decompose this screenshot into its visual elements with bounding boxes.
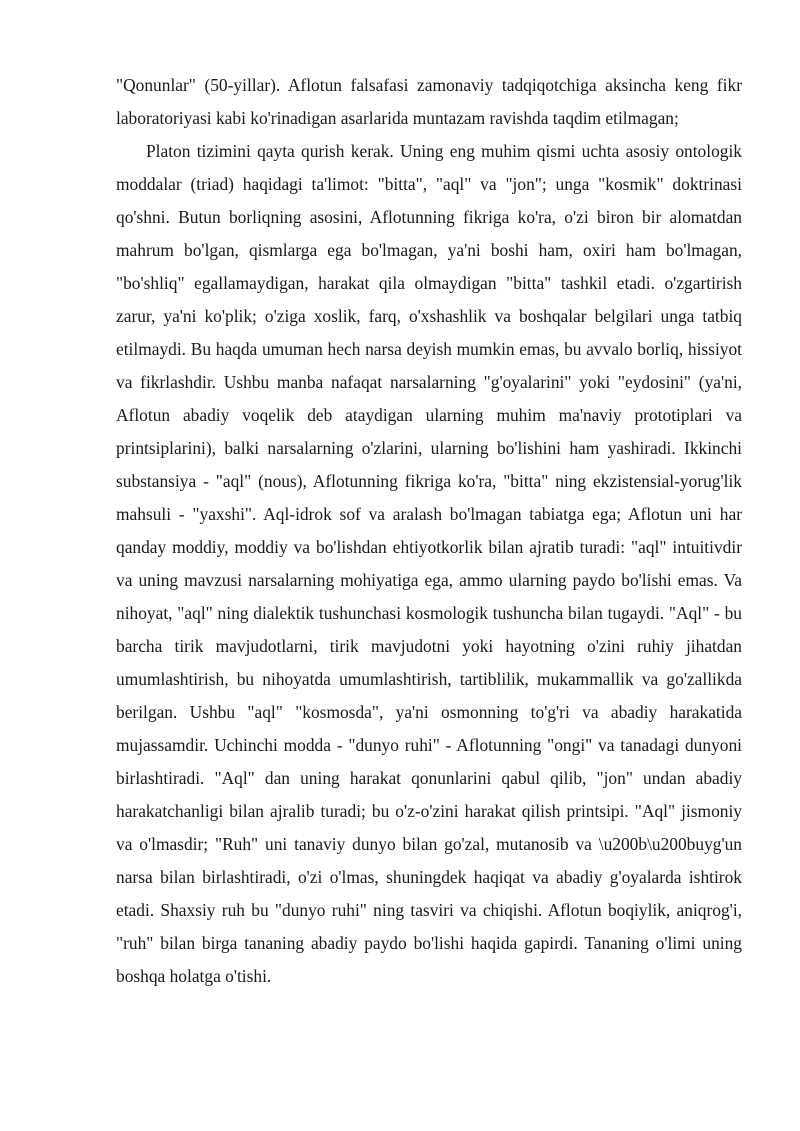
body-text — [116, 69, 742, 993]
paragraph-1: "Qonunlar" (50-yillar). Aflotun falsafasi zamonaviy tadqiqotchiga aksincha keng fikr laboratoriyasi kabi ko'rinadigan asarlarida muntazam ravishda taqdim etilmagan; — [116, 75, 742, 128]
paragraph-2: Platon tizimini qayta qurish kerak. Uning eng muhim qismi uchta asosiy ontologik moddalar (triad) haqidagi ta'limot: "bitta", "aql" va "jon"; unga "kosmik" doktrinasi qo'shni. Butun borliqning asosini, Aflotunning fikriga ko'ra, o'zi biron bir alomatdan mahrum bo'lgan, qismlarga ega bo'lmagan, ya'ni boshi ham, oxiri ham bo'lmagan, "bo'shliq" egallamaydigan, harakat qila olmaydigan "bitta" tashkil etadi. o'zgartirish zarur, ya'ni ko'plik; o'ziga xoslik, farq, o'xshashlik va boshqalar belgilari unga tatbiq etilmaydi. Bu haqda umuman hech narsa deyish mumkin emas, bu avvalo borliq, hissiyot va fikrlashdir. Ushbu manba nafaqat narsalarning "g'oyalarini" yoki "eydosini" (ya'ni, Aflotun abadiy voqelik deb ataydigan ularning muhim ma'naviy prototiplari va printsiplarini), balki narsalarning o'zlarini, ularning bo'lishini ham yashiradi. Ikkinchi substansiya - "aql" (nous), Aflotunning fikriga ko'ra, "bitta" ning ekzistensial-yorug'lik mahsuli - "yaxshi". Aql-idrok sof va aralash bo'lmagan tabiatga ega; Aflotun uni har qanday moddiy, moddiy va bo'lishdan ehtiyotkorlik bilan ajratib turadi: "aql" intuitivdir va uning mavzusi narsalarning mohiyatiga ega, ammo ularning paydo bo'lishi emas. Va nihoyat, "aql" ning dialektik tushunchasi kosmologik tushuncha bilan tugaydi. "Aql" - bu barcha tirik mavjudotlarni, tirik mavjudotni yoki hayotning o'zini ruhiy jihatdan umumlashtirish, bu nihoyatda umumlashtirish, tartiblilik, mukammallik va go'zallikda berilgan. Ushbu "aql" "kosmosda", ya'ni osmonning to'g'ri va abadiy harakatida mujassamdir. Uchinchi modda - "dunyo ruhi" - Aflotunning "ongi" va tanadagi dunyoni birlashtiradi. "Aql" dan uning harakat qonunlarini qabul qilib, "jon" undan abadiy harakatchanligi bilan ajralib turadi; bu o'z-o'zini harakat qilish printsipi. "Aql" jismoniy va o'lmasdir; "Ruh" uni tanaviy dunyo bilan go'zal, mutanosib va \u200b\u200buyg'un narsa bilan birlashtiradi, o'zi o'lmas, shuningdek haqiqat va abadiy g'oyalarda ishtirok etadi. Shaxsiy ruh bu "dunyo ruhi" ning tasviri va chiqishi. Aflotun boqiylik, aniqrog'i, "ruh" bilan birga tananing abadiy paydo bo'lishi haqida gapirdi. Tananing o'limi uning boshqa holatga o'tishi. — [116, 141, 742, 986]
